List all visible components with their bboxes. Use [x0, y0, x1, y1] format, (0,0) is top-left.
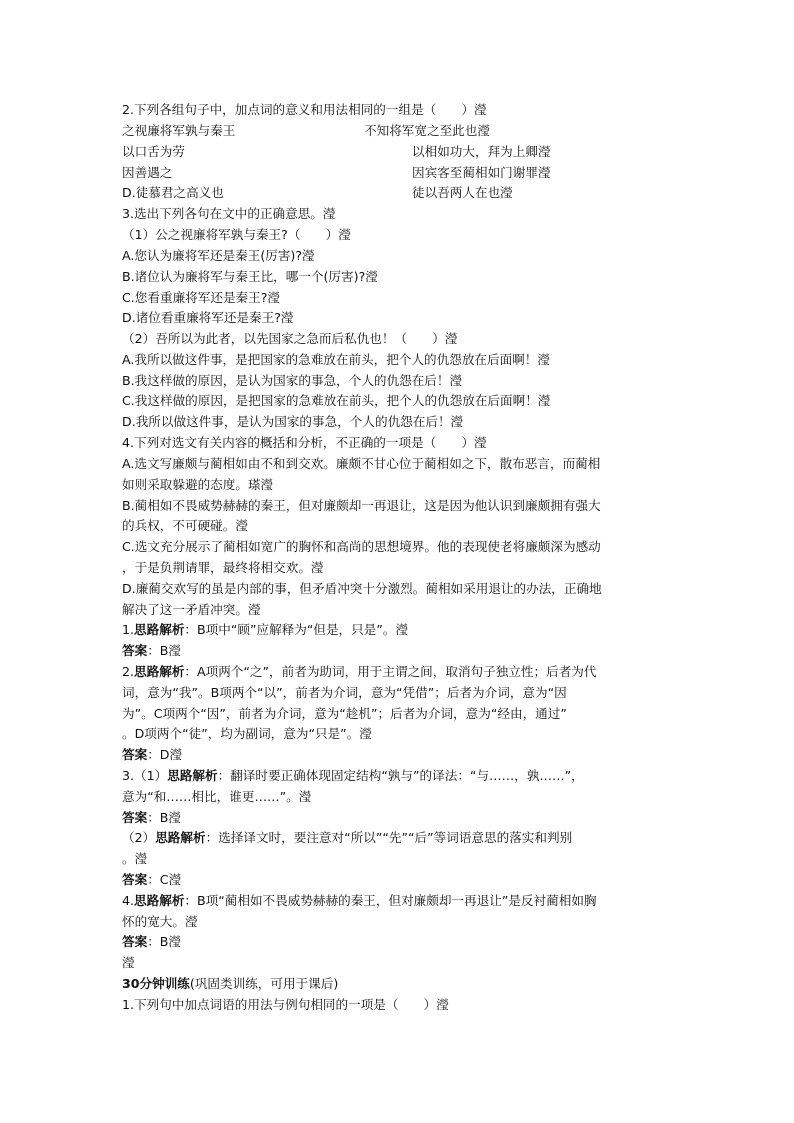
q4-line: 解决了这一矛盾冲突。瀅	[122, 602, 261, 617]
q2-stem: 2.下列各组句子中，加点词的意义和用法相同的一组是（ ）瀅	[122, 102, 487, 117]
section-q1: 1.下列句中加点词语的用法与例句相同的一项是（ ）瀅	[122, 997, 449, 1012]
q2-pair-3-right: 因宾客至蔺相如门谢罪瀅	[412, 165, 551, 180]
blank-line: 瀅	[122, 955, 135, 970]
answer-3-1: 答案：B瀅	[122, 810, 182, 825]
analysis-2-cont: 为”。C项两个“因”，前者为介词，意为“趁机”；后者为介词，意为“经由，通过”	[122, 706, 567, 721]
q3-sub2-option-c: C.我这样做的原因，是把国家的急难放在前头，把个人的仇怨放在后面啊！瀅	[122, 393, 551, 408]
answer-2: 答案：D瀅	[122, 747, 183, 762]
q4-line: B.蔺相如不畏威势赫赫的秦王，但对廉颇却一再退让，这是因为他认识到廉颇拥有强大	[122, 498, 601, 513]
q2-pair-4-right: 徒以吾两人在也瀅	[412, 185, 513, 200]
analysis-1: 1.思路解析：B项中“顾”应解释为“但是，只是”。瀅	[122, 622, 409, 637]
q4-line: 的兵权，不可硬碰。瀅	[122, 518, 248, 533]
q4-stem: 4.下列对选文有关内容的概括和分析，不正确的一项是（ ）瀅	[122, 435, 487, 450]
analysis-3-2: （2）思路解析：选择译文时，要注意对“所以”“先”“后”等词语意思的落实和判别	[122, 830, 573, 845]
q3-sub2-option-d: D.我所以做这件事，是认为国家的事急，个人的仇怨在后！瀅	[122, 414, 464, 429]
analysis-2: 2.思路解析：A项两个“之”，前者为助词，用于主谓之间，取消句子独立性；后者为代	[122, 664, 597, 679]
q3-sub1-option-a: A.您认为廉将军还是秦王(厉害)?瀅	[122, 248, 315, 263]
analysis-2-cont: 词，意为“我”。B项两个“以”，前者为介词，意为“凭借”；后者为介词，意为“因	[122, 685, 567, 700]
answer-1: 答案：B瀅	[122, 643, 182, 658]
q3-stem: 3.选出下列各句在文中的正确意思。瀅	[122, 206, 336, 221]
q4-line: C.选文充分展示了蔺相如宽广的胸怀和高尚的思想境界。他的表现使老将廉颇深为感动	[122, 539, 601, 554]
q3-sub1: （1）公之视廉将军孰与秦王?（ ）瀅	[122, 227, 351, 242]
q4-line: D.廉蔺交欢写的虽是内部的事，但矛盾冲突十分激烈。蔺相如采用退让的办法，正确地	[122, 581, 602, 596]
q4-line: 如则采取躲避的态度。瑹瀅	[122, 477, 274, 492]
analysis-2-cont: 。D项两个“徒”，均为副词，意为“只是”。瀅	[122, 726, 372, 741]
q2-pair-1-left: 之视廉将军孰与秦王	[122, 123, 236, 138]
q4-line: A.选文写廉颇与蔺相如由不和到交欢。廉颇不甘心位于蔺相如之下，散布恶言，而蔺相	[122, 456, 601, 471]
answer-3-2: 答案：C瀅	[122, 872, 182, 887]
section-heading: 30分钟训练(巩固类训练，可用于课后)	[122, 976, 339, 991]
analysis-3-1: 3.（1）思路解析：翻译时要正确体现固定结构“孰与”的译法：“与……，孰……”，	[122, 768, 584, 783]
q3-sub1-option-d: D.诸位看重廉将军还是秦王?瀅	[122, 310, 294, 325]
analysis-3-2-cont: 。瀅	[122, 851, 148, 866]
q2-pair-1-right: 不知将军宽之至此也瀅	[364, 123, 490, 138]
q2-pair-4-left: D.徒慕君之高义也	[122, 185, 224, 200]
q3-sub2: （2）吾所以为此者，以先国家之急而后私仇也！（ ）瀅	[122, 331, 458, 346]
analysis-4: 4.思路解析：B项“蔺相如不畏威势赫赫的秦王，但对廉颇却一再退让”是反衬蔺相如胸	[122, 893, 597, 908]
q2-pair-2-left: 以口舌为劳	[122, 144, 185, 159]
answer-4: 答案：B瀅	[122, 934, 182, 949]
q3-sub2-option-a: A.我所以做这件事，是把国家的急难放在前头，把个人的仇怨放在后面啊！瀅	[122, 352, 550, 367]
q4-line: ，于是负荆请罪，最终将相交欢。瀅	[122, 560, 324, 575]
analysis-3-1-cont: 意为“和……相比，谁更……”。瀅	[122, 789, 312, 804]
q3-sub1-option-b: B.诸位认为廉将军与秦王比，哪一个(厉害)?瀅	[122, 269, 378, 284]
q3-sub2-option-b: B.我这样做的原因，是认为国家的事急，个人的仇怨在后！瀅	[122, 373, 463, 388]
q3-sub1-option-c: C.您看重廉将军还是秦王?瀅	[122, 290, 281, 305]
q2-pair-2-right: 以相如功大，拜为上卿瀅	[412, 144, 551, 159]
analysis-4-cont: 怀的宽大。瀅	[122, 914, 198, 929]
q2-pair-3-left: 因善遇之	[122, 165, 173, 180]
